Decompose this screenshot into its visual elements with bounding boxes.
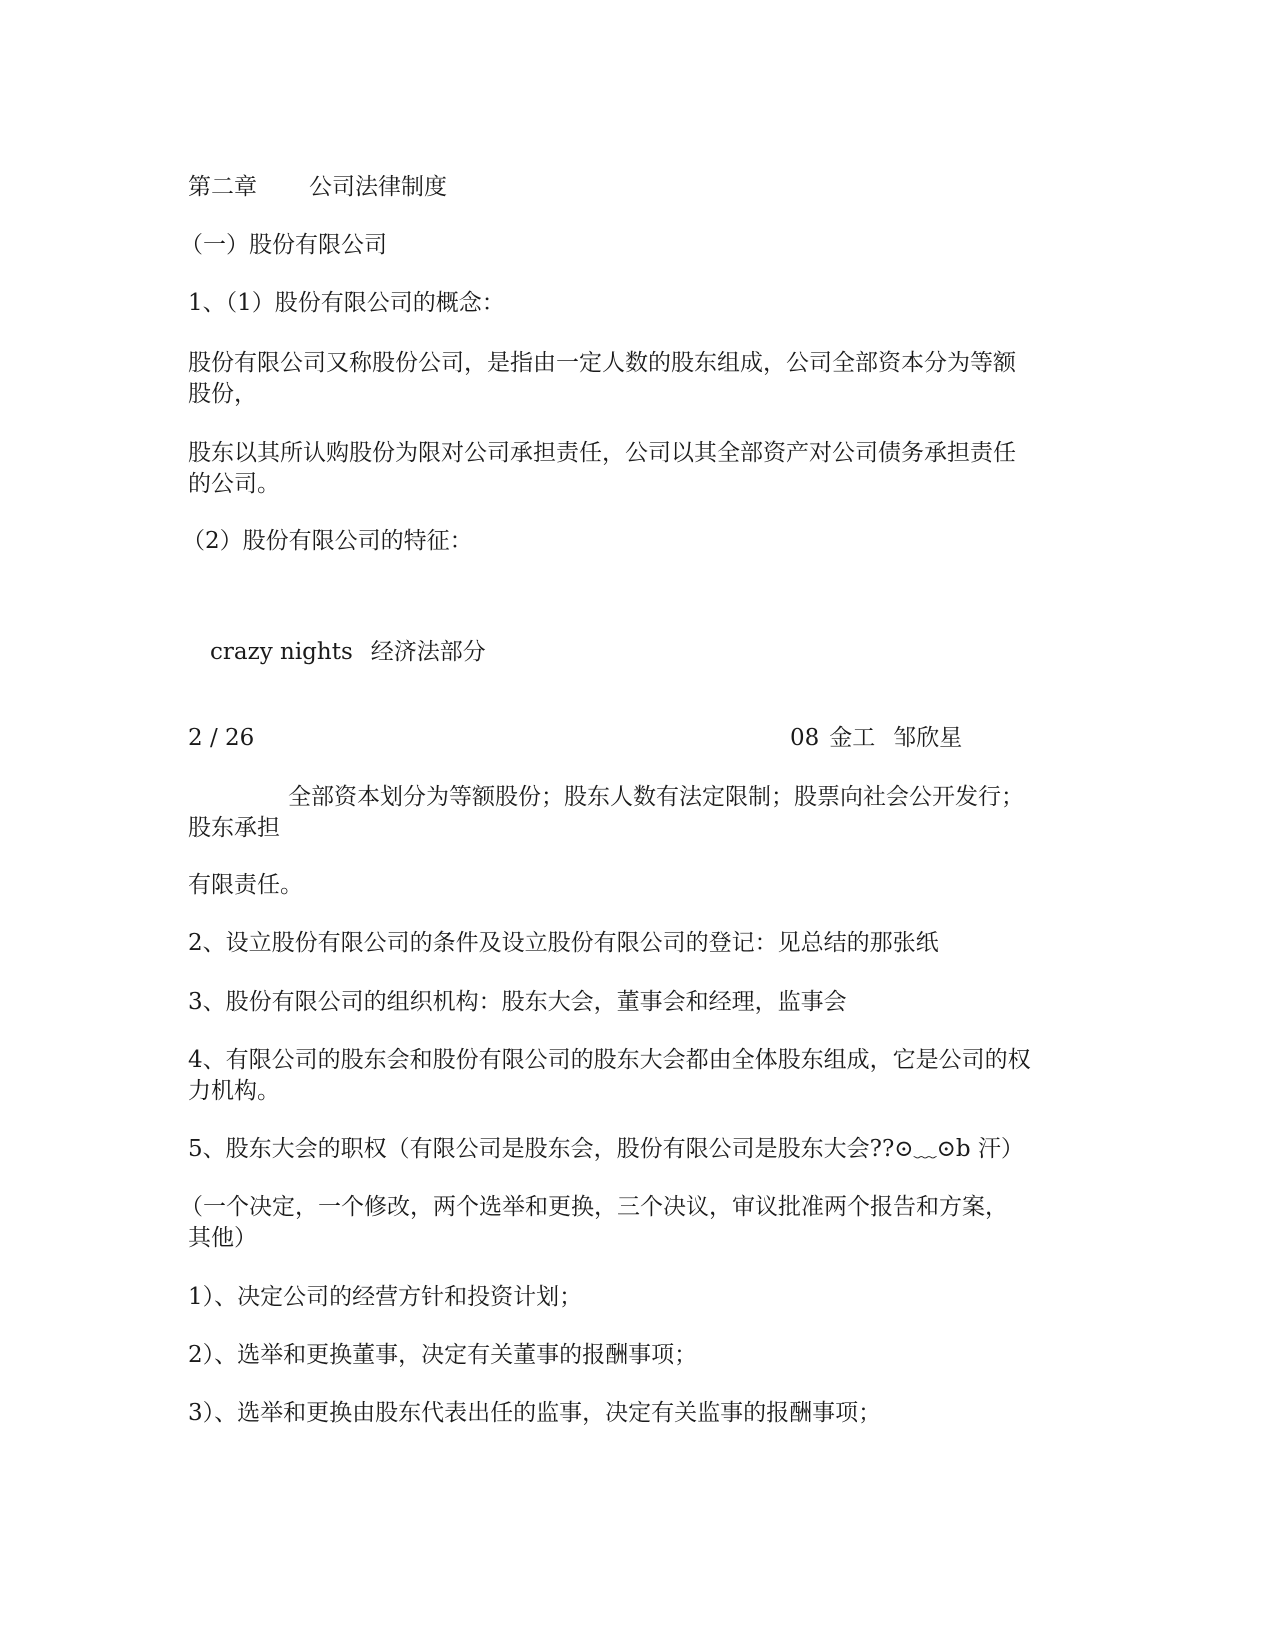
item5: 5、股东大会的职权（有限公司是股东会，股份有限公司是股东大会??⊙﹏⊙b 汗） [188, 1136, 1024, 1162]
section-heading: （一）股份有限公司 [180, 232, 387, 258]
running-header [210, 637, 1110, 668]
features-text-a: 全部资本划分为等额股份；股东人数有法定限制；股票向社会公开发行； [288, 784, 1024, 810]
item1-para2-line2: 的公司。 [188, 471, 280, 497]
item1-para1-line1: 股份有限公司又称股份公司，是指由一定人数的股东组成，公司全部资本分为等额 [188, 350, 1016, 376]
footer-author: 邹欣星 [893, 725, 963, 751]
item1-para1-line2: 股份， [188, 381, 257, 407]
power-item-1: 1）、决定公司的经营方针和投资计划； [188, 1284, 583, 1310]
footer-author-block [790, 723, 962, 754]
item1-sub2: （2）股份有限公司的特征： [182, 528, 473, 554]
item4-line2: 力机构。 [188, 1078, 280, 1104]
page-footer [188, 723, 1088, 754]
features-line2: 股东承担 [188, 815, 280, 841]
summary-line2: 其他） [188, 1225, 257, 1251]
footer-dept: 金工 [829, 725, 876, 751]
features-line1 [188, 782, 1088, 813]
page-number: 2 / 26 [188, 725, 255, 751]
item1-para2-line1: 股东以其所认购股份为限对公司承担责任，公司以其全部资产对公司债务承担责任 [188, 440, 1016, 466]
item1-heading: 1、（1）股份有限公司的概念： [188, 290, 505, 316]
chapter-heading [188, 172, 1088, 203]
header-left: crazy nights [210, 639, 353, 665]
features-line3: 有限责任。 [188, 872, 303, 898]
header-right: 经济法部分 [370, 639, 486, 665]
item2: 2、设立股份有限公司的条件及设立股份有限公司的登记：见总结的那张纸 [188, 930, 939, 956]
item4-line1: 4、有限公司的股东会和股份有限公司的股东大会都由全体股东组成，它是公司的权 [188, 1047, 1031, 1073]
item3: 3、股份有限公司的组织机构：股东大会，董事会和经理，监事会 [188, 989, 847, 1015]
power-item-3: 3）、选举和更换由股东代表出任的监事，决定有关监事的报酬事项； [188, 1400, 882, 1426]
chapter-title: 公司法律制度 [309, 174, 447, 200]
chapter-number: 第二章 [188, 174, 257, 200]
summary-line1: （一个决定，一个修改，两个选举和更换，三个决议，审议批准两个报告和方案， [180, 1194, 1008, 1220]
power-item-2: 2）、选举和更换董事，决定有关董事的报酬事项； [188, 1342, 698, 1368]
footer-class: 08 [790, 725, 820, 751]
